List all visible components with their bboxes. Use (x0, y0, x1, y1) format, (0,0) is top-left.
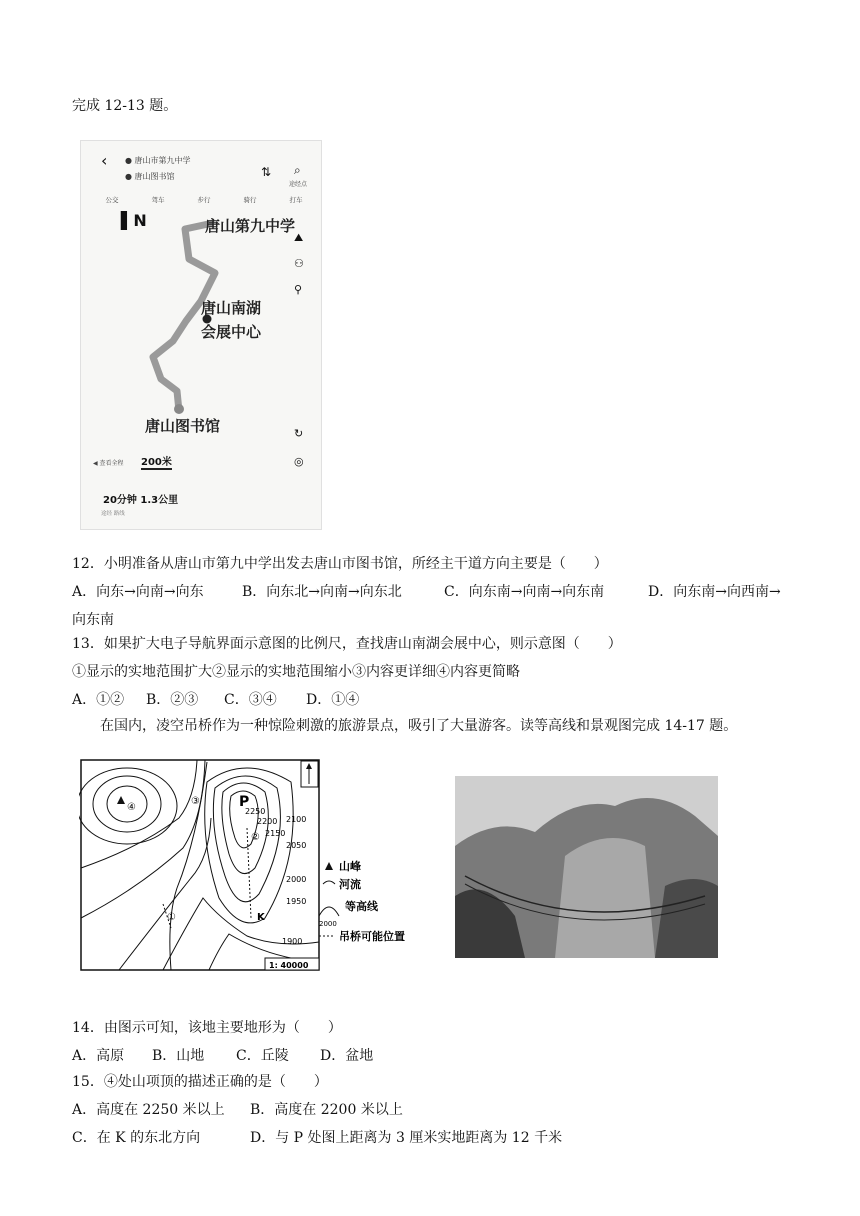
q13-choices: ①显示的实地范围扩大②显示的实地范围缩小③内容更详细④内容更简略 (72, 664, 520, 680)
north-arrow-icon: ▌N (121, 211, 147, 230)
q13-option-a[interactable]: A．①② (72, 692, 125, 708)
intro-14-17: 在国内，凌空吊桥作为一种惊险刺激的旅游景点，吸引了大量游客。读等高线和景观图完成 14-17 题。 (100, 718, 738, 734)
layer-icon[interactable]: ⛰ (294, 231, 304, 244)
q12-option-d[interactable]: D．向东南→向西南→ (648, 584, 781, 600)
point-p: P (239, 794, 250, 810)
q15-option-a[interactable]: A．高度在 2250 米以上 (72, 1102, 225, 1118)
q13-options (72, 690, 359, 710)
marker-1: ① (167, 912, 176, 923)
q14-options (72, 1046, 373, 1066)
q14-stem: 14．由图示可知，该地主要地形为（ ） (72, 1020, 342, 1036)
legend-contour-sample: 2000 (319, 920, 337, 928)
q13-option-c[interactable]: C．③④ (224, 692, 277, 708)
map-scale: 200米 (141, 453, 172, 470)
q15-option-b[interactable]: B．高度在 2200 米以上 (250, 1102, 403, 1118)
elev-1900: 1900 (282, 937, 303, 946)
legend-bridge: 吊桥可能位置 (339, 930, 405, 943)
elev-1950: 1950 (286, 897, 307, 906)
q14-option-d[interactable]: D．盆地 (320, 1048, 374, 1064)
elev-2050: 2050 (286, 841, 307, 850)
q15-stem: 15．④处山项顶的描述正确的是（ ） (72, 1074, 328, 1090)
q12-stem: 12．小明准备从唐山市第九中学出发去唐山市图书馆，所经主干道方向主要是（ ） (72, 556, 608, 572)
mode-tab-bike[interactable]: 骑行 (243, 196, 257, 204)
q12-option-c[interactable]: C．向东南→向南→向东南 (444, 584, 605, 600)
refresh-icon[interactable]: ↻ (294, 427, 304, 440)
mode-tab-taxi[interactable]: 打车 (289, 196, 303, 204)
marker-3: ③ (191, 796, 200, 807)
q13-option-b[interactable]: B．②③ (146, 692, 199, 708)
overview-link[interactable]: ◀ 查看全程 (93, 460, 124, 467)
marker-4: ④ (127, 802, 136, 813)
q12-option-a[interactable]: A．向东→向南→向东 (72, 584, 204, 600)
peak-icon (325, 862, 333, 870)
search-icon[interactable]: ⌕ (294, 163, 301, 177)
contour-icon (319, 907, 339, 916)
route-summary: 20分钟 1.3公里 (103, 495, 179, 506)
people-icon[interactable]: ⚇ (294, 257, 304, 270)
label-end: 唐山图书馆 (145, 417, 221, 435)
route-subtext: 途经 路线 (101, 511, 125, 517)
map-scale-ratio: 1: 40000 (269, 961, 309, 970)
q13-option-d[interactable]: D．①④ (306, 692, 360, 708)
elev-2250: 2250 (245, 807, 266, 816)
navigation-screenshot (80, 140, 322, 530)
swap-vertical-icon[interactable]: ⇅ (261, 165, 272, 179)
q12-option-d-cont: 向东南 (72, 612, 114, 628)
q14-option-b[interactable]: B．山地 (152, 1048, 205, 1064)
back-arrow-icon[interactable]: ‹ (101, 151, 108, 170)
q15-options-row2 (72, 1128, 562, 1148)
suspension-bridge-photo (455, 776, 718, 958)
intro-12-13: 完成 12-13 题。 (72, 98, 178, 114)
elev-2150: 2150 (265, 829, 286, 838)
q14-option-a[interactable]: A．高原 (72, 1048, 125, 1064)
nav-from[interactable]: ● 唐山市第九中学 (125, 156, 191, 165)
mode-tab-bus[interactable]: 公交 (105, 196, 119, 204)
q12-option-b[interactable]: B．向东北→向南→向东北 (242, 584, 402, 600)
q13-stem: 13．如果扩大电子导航界面示意图的比例尺，查找唐山南湖会展中心，则示意图（ ） (72, 636, 622, 652)
nav-to[interactable]: ● 唐山图书馆 (125, 172, 175, 181)
walk-icon[interactable]: ⚲ (294, 283, 303, 296)
mode-tab-drive[interactable]: 驾车 (151, 196, 165, 204)
q14-option-c[interactable]: C．丘陵 (236, 1048, 289, 1064)
legend-river: 河流 (339, 878, 361, 891)
point-k: K (257, 912, 265, 923)
locate-icon[interactable]: ◎ (294, 455, 304, 468)
transport-modes (89, 195, 319, 204)
search-label: 途经点 (289, 181, 308, 188)
q12-options (72, 582, 781, 602)
contour-map (79, 758, 425, 972)
river-icon (323, 881, 335, 884)
elev-2000: 2000 (286, 875, 307, 884)
mode-tab-walk[interactable]: 步行 (197, 196, 211, 204)
elev-2100: 2100 (286, 815, 307, 824)
label-start: 唐山第九中学 (205, 217, 296, 235)
legend-peak: 山峰 (339, 860, 361, 873)
q15-options-row1 (72, 1100, 403, 1120)
label-mid-1: 唐山南湖 (201, 299, 262, 317)
label-mid-2: 会展中心 (201, 323, 262, 341)
marker-2: ② (251, 832, 260, 843)
elev-2200: 2200 (257, 817, 278, 826)
legend-contour: 等高线 (345, 900, 378, 913)
q15-option-d[interactable]: D．与 P 处图上距离为 3 厘米实地距离为 12 千米 (250, 1130, 563, 1146)
q15-option-c[interactable]: C．在 K 的东北方向 (72, 1130, 201, 1146)
